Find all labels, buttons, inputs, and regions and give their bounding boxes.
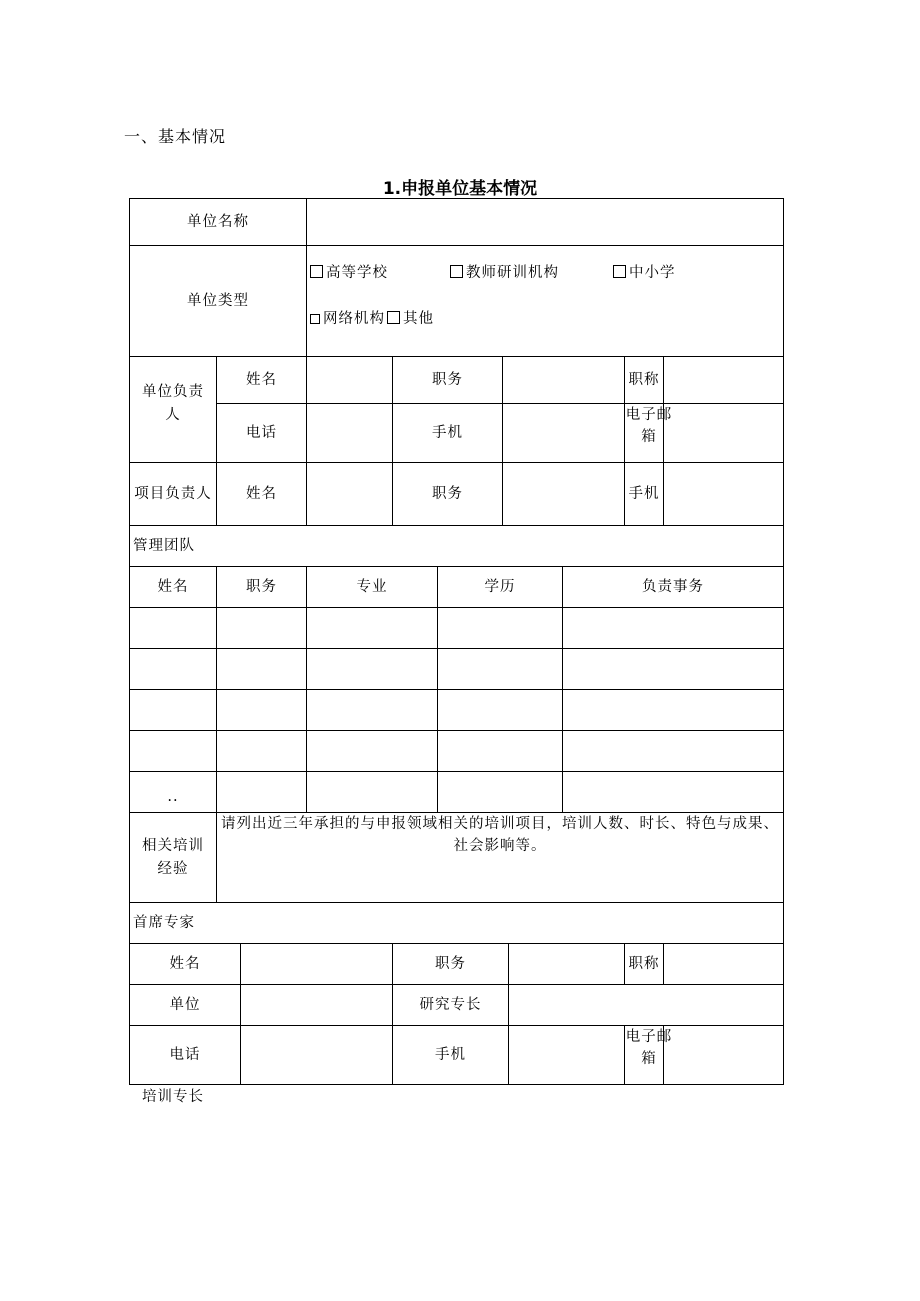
expert-name-label: 姓名 <box>130 944 241 985</box>
team-cell[interactable] <box>307 608 438 649</box>
team-row <box>130 649 784 690</box>
team-col-duty: 负责事务 <box>563 567 784 608</box>
team-cell[interactable] <box>217 649 307 690</box>
leader-email-label: 电子邮箱 <box>625 404 664 463</box>
type-option-label: 教师研训机构 <box>466 265 559 281</box>
team-row <box>130 690 784 731</box>
project-leader-mobile-field[interactable] <box>664 463 784 526</box>
team-cell[interactable] <box>563 772 784 813</box>
team-cell[interactable] <box>130 731 217 772</box>
project-leader-mobile-label: 手机 <box>625 463 664 526</box>
project-leader-name-field[interactable] <box>307 463 393 526</box>
team-cell[interactable] <box>438 772 563 813</box>
checkbox[interactable] <box>450 265 463 278</box>
footnote: 培训专长 <box>142 1089 204 1105</box>
type-option-label: 中小学 <box>629 265 676 281</box>
team-col-major: 专业 <box>307 567 438 608</box>
team-cell[interactable] <box>217 772 307 813</box>
team-ellipsis: .. <box>130 772 217 813</box>
unit-type-label: 单位类型 <box>130 246 307 357</box>
unit-type-options <box>307 246 784 357</box>
leader-phone-label: 电话 <box>217 404 307 463</box>
expert-mobile-label: 手机 <box>393 1026 509 1085</box>
leader-name-field[interactable] <box>307 357 393 404</box>
team-row <box>130 731 784 772</box>
project-leader-name-label: 姓名 <box>217 463 307 526</box>
leader-position-field[interactable] <box>503 357 625 404</box>
project-leader-label: 项目负责人 <box>130 463 217 526</box>
expert-phone-label: 电话 <box>130 1026 241 1085</box>
team-row <box>130 772 784 813</box>
expert-name-field[interactable] <box>241 944 393 985</box>
checkbox[interactable] <box>310 265 323 278</box>
team-cell[interactable] <box>438 649 563 690</box>
team-cell[interactable] <box>307 731 438 772</box>
team-cell[interactable] <box>563 731 784 772</box>
unit-name-field[interactable] <box>307 199 784 246</box>
expert-title-field[interactable] <box>664 944 784 985</box>
team-cell[interactable] <box>563 608 784 649</box>
project-leader-position-label: 职务 <box>393 463 503 526</box>
expert-email-field[interactable] <box>664 1026 784 1085</box>
section-heading: 一、基本情况 <box>124 127 227 146</box>
team-col-name: 姓名 <box>130 567 217 608</box>
checkbox[interactable] <box>310 314 320 324</box>
expert-research-label: 研究专长 <box>393 985 509 1026</box>
expert-phone-field[interactable] <box>241 1026 393 1085</box>
team-cell[interactable] <box>307 772 438 813</box>
type-option-university[interactable] <box>310 262 388 284</box>
team-cell[interactable] <box>438 690 563 731</box>
type-option-label: 网络机构 <box>323 311 385 327</box>
leader-title-label: 职称 <box>625 357 664 404</box>
unit-name-label: 单位名称 <box>130 199 307 246</box>
team-cell[interactable] <box>563 649 784 690</box>
expert-title-label: 职称 <box>625 944 664 985</box>
team-cell[interactable] <box>217 608 307 649</box>
team-cell[interactable] <box>130 649 217 690</box>
team-section-label: 管理团队 <box>130 526 784 567</box>
leader-title-field[interactable] <box>664 357 784 404</box>
type-option-label: 高等学校 <box>326 265 388 281</box>
checkbox[interactable] <box>613 265 626 278</box>
type-option-label: 其他 <box>403 311 434 327</box>
checkbox[interactable] <box>387 311 400 324</box>
expert-research-field[interactable] <box>509 985 784 1026</box>
leader-mobile-field[interactable] <box>503 404 625 463</box>
leader-email-field[interactable] <box>664 404 784 463</box>
team-cell[interactable] <box>563 690 784 731</box>
expert-mobile-field[interactable] <box>509 1026 625 1085</box>
type-option-training-institute[interactable] <box>450 262 559 284</box>
team-row <box>130 608 784 649</box>
team-cell[interactable] <box>217 731 307 772</box>
experience-label: 相关培训经验 <box>130 813 217 903</box>
team-cell[interactable] <box>438 608 563 649</box>
expert-unit-field[interactable] <box>241 985 393 1026</box>
leader-name-label: 姓名 <box>217 357 307 404</box>
expert-section-label: 首席专家 <box>130 903 784 944</box>
type-option-network[interactable] <box>310 308 434 330</box>
team-col-education: 学历 <box>438 567 563 608</box>
expert-position-label: 职务 <box>393 944 509 985</box>
table-title: 1.申报单位基本情况 <box>382 179 538 199</box>
team-cell[interactable] <box>438 731 563 772</box>
team-cell[interactable] <box>217 690 307 731</box>
application-form-table <box>129 198 784 1085</box>
expert-position-field[interactable] <box>509 944 625 985</box>
project-leader-position-field[interactable] <box>503 463 625 526</box>
leader-mobile-label: 手机 <box>393 404 503 463</box>
team-cell[interactable] <box>307 690 438 731</box>
leader-position-label: 职务 <box>393 357 503 404</box>
type-option-school[interactable] <box>613 262 676 284</box>
team-cell[interactable] <box>130 690 217 731</box>
experience-field[interactable]: 请列出近三年承担的与申报领域相关的培训项目，培训人数、时长、特色与成果、社会影响等。 <box>217 813 784 903</box>
team-cell[interactable] <box>130 608 217 649</box>
team-cell[interactable] <box>307 649 438 690</box>
expert-email-label: 电子邮箱 <box>625 1026 664 1085</box>
expert-unit-label: 单位 <box>130 985 241 1026</box>
unit-leader-label: 单位负责人 <box>130 357 217 463</box>
leader-phone-field[interactable] <box>307 404 393 463</box>
team-col-position: 职务 <box>217 567 307 608</box>
